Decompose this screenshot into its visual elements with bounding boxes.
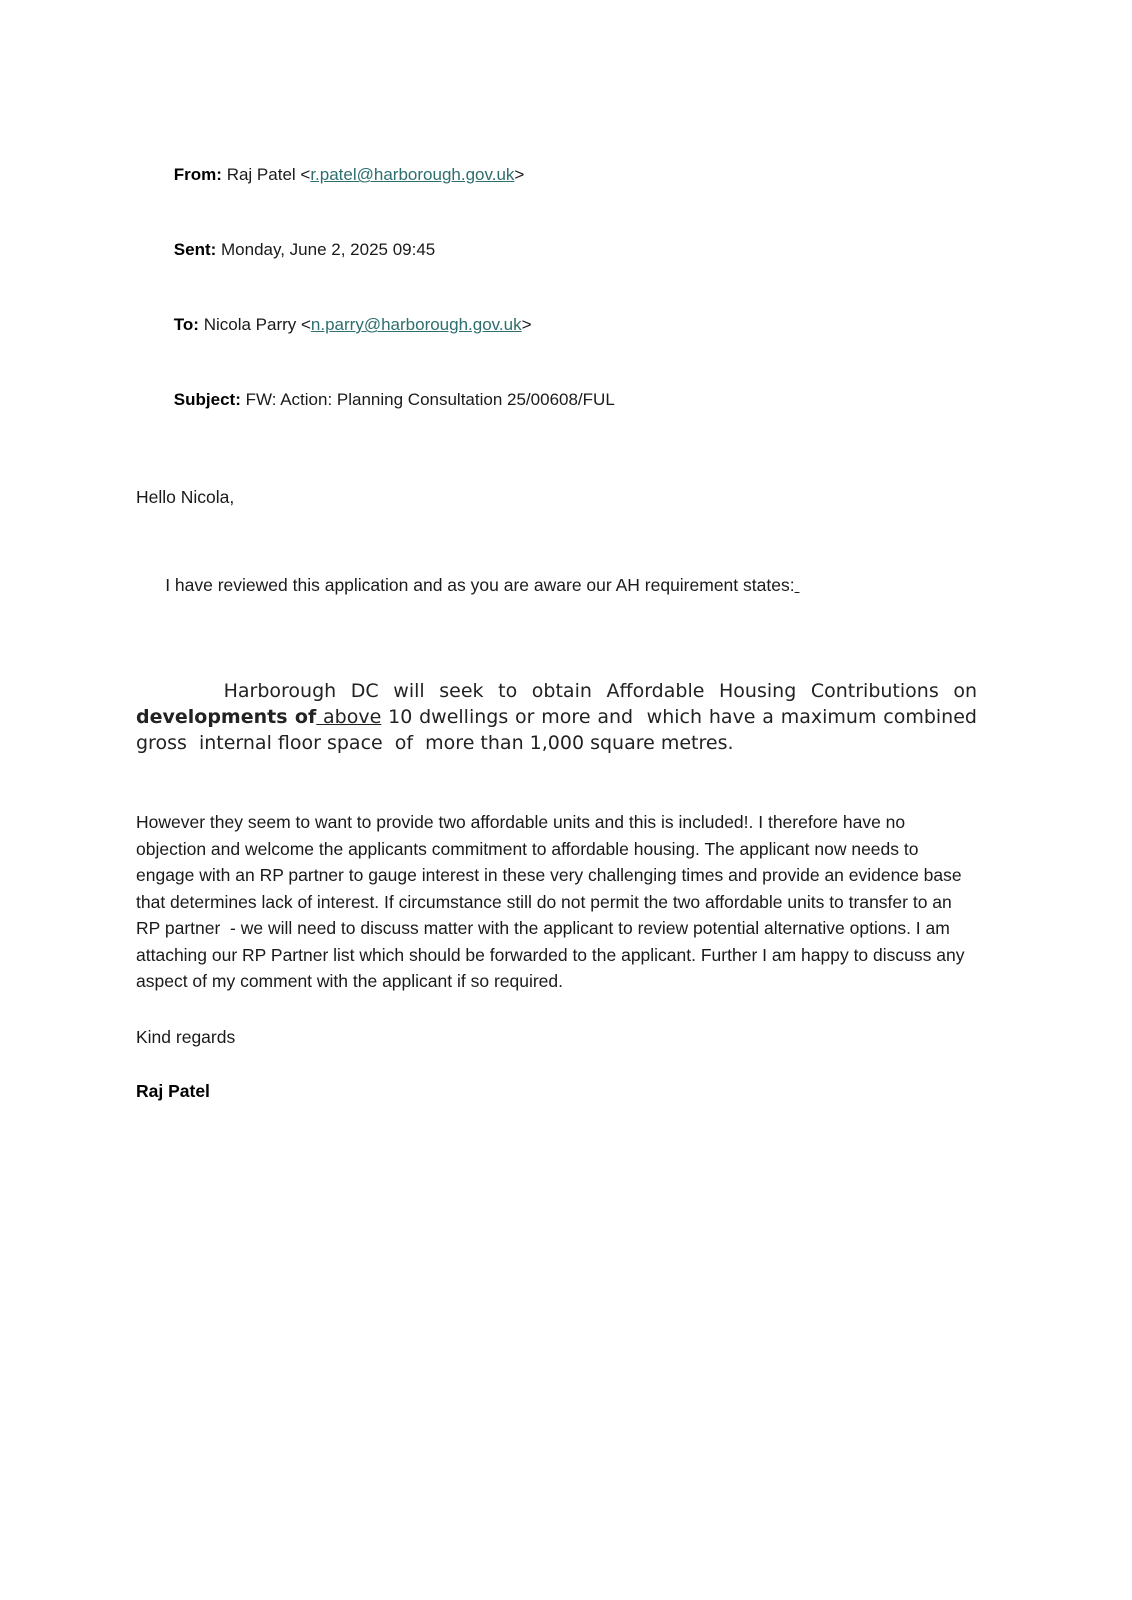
email-content [136,137,984,1105]
to-label: To: [173,315,199,334]
quote-text-part1: Harborough DC will seek to obtain Affordable Housing Contributions on [223,680,984,702]
quote-bold-text: developments of [136,706,317,728]
intro-paragraph [136,546,977,626]
intro-trailing-underline [795,575,800,595]
quote-underlined-text: above [316,706,382,728]
subject-label: Subject: [173,390,241,409]
quote-text-part2: 10 dwellings or more and which have a maximum combined gross internal floor space of more than 1,000 square metres. [136,706,984,754]
to-email-link[interactable]: n.parry@harborough.gov.uk [310,315,522,334]
subject-line [136,362,977,437]
to-name: Nicola Parry < [198,315,311,334]
from-close-bracket: > [514,165,525,184]
closing-text: Kind regards [136,1026,236,1047]
signature-name: Raj Patel [136,1081,210,1101]
from-line [136,137,977,212]
email-header-block [136,137,977,437]
main-paragraph: However they seem to want to provide two affordable units and this is included!. I therefore have no objection and welcome the applicants commitment to affordable housing. The applicant now needs to engage with an RP partner to gauge interest in these very challenging times and provide an evidence base that determines lack of interest. If circumstance still do not permit the two affordable units to transfer to an RP partner - we will need to discuss matter with the applicant to review potential alternative options. I am attaching our RP Partner list which should be forwarded to the applicant. Further I am happy to discuss any aspect of my comment with the applicant if so required. [136,812,970,991]
from-name: Raj Patel < [221,165,311,184]
intro-text: I have reviewed this application and as you are aware our AH requirement states: [165,575,795,595]
greeting: Hello Nicola, [136,487,235,507]
sent-value: Monday, June 2, 2025 09:45 [216,240,436,259]
sent-label: Sent: [173,240,217,259]
from-email-link[interactable]: r.patel@harborough.gov.uk [310,165,515,184]
quoted-policy-paragraph [136,652,984,782]
from-label: From: [173,165,222,184]
to-close-bracket: > [521,315,532,334]
sent-line [136,212,977,287]
to-line [136,287,977,362]
subject-value: FW: Action: Planning Consultation 25/00608/FUL [240,390,615,409]
